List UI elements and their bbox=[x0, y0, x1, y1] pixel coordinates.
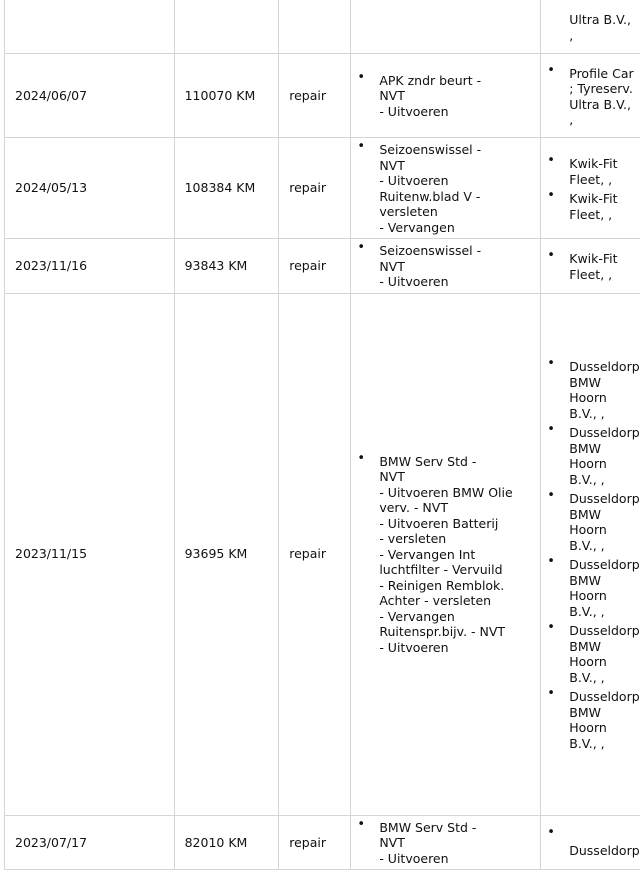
description-item-list bbox=[351, 239, 540, 293]
description-item-text: BMW Serv Std - NVT - Uitvoeren BMW Olie verv. - NVT - Uitvoeren Batterij - versleten - Vervangen Int luchtfilter - Vervuild - Reinigen Remblok. Achter - versleten - Vervangen Ruitenspr.bijv. - NVT - Uitvoeren bbox=[379, 454, 534, 656]
type-text: repair bbox=[279, 88, 350, 104]
bullet-icon: • bbox=[547, 63, 555, 79]
dealer-item bbox=[541, 356, 640, 422]
type-cell bbox=[279, 815, 351, 870]
dealer-cell bbox=[541, 293, 640, 815]
type-cell bbox=[279, 54, 351, 138]
history-row bbox=[5, 239, 640, 294]
dealer-item-text: Kwik-Fit Fleet, , bbox=[569, 251, 640, 282]
bullet-icon: • bbox=[547, 620, 555, 636]
description-item-list bbox=[351, 138, 540, 238]
mileage-cell bbox=[174, 239, 279, 294]
bullet-icon: • bbox=[547, 686, 555, 702]
type-text: repair bbox=[279, 258, 350, 274]
dealer-cell bbox=[541, 138, 640, 239]
date-text: 2023/07/17 bbox=[5, 835, 174, 851]
dealer-item bbox=[541, 248, 640, 283]
date-text: 2023/11/16 bbox=[5, 258, 174, 274]
dealer-item-text: Dusseldorp bbox=[569, 828, 640, 859]
history-row bbox=[5, 293, 640, 815]
history-row bbox=[5, 0, 640, 54]
dealer-item-text: Dusseldorp BMW Hoorn B.V., , bbox=[569, 689, 640, 751]
dealer-item-text: Ultra B.V., , bbox=[569, 12, 640, 43]
history-row bbox=[5, 138, 640, 239]
bullet-icon: • bbox=[357, 70, 365, 86]
dealer-item bbox=[541, 63, 640, 129]
dealer-item-text: Profile Car ; Tyreserv. Ultra B.V., , bbox=[569, 66, 640, 128]
description-item-list bbox=[351, 69, 540, 123]
mileage-text: 93695 KM bbox=[175, 546, 279, 562]
date-cell bbox=[5, 54, 175, 138]
bullet-icon: • bbox=[547, 356, 555, 372]
date-text: 2024/06/07 bbox=[5, 88, 174, 104]
description-item-text: APK zndr beurt - NVT - Uitvoeren bbox=[379, 73, 534, 120]
mileage-text: 110070 KM bbox=[175, 88, 279, 104]
history-row bbox=[5, 815, 640, 870]
description-cell bbox=[351, 815, 541, 870]
type-text: repair bbox=[279, 180, 350, 196]
description-item bbox=[351, 816, 540, 870]
dealer-item-text: Dusseldorp BMW Hoorn B.V., , bbox=[569, 359, 640, 421]
description-item-text: Seizoenswissel - NVT - Uitvoeren bbox=[379, 243, 534, 290]
description-item-text: Seizoenswissel - NVT - Uitvoeren Ruitenw.blad V - versleten - Vervangen bbox=[379, 142, 534, 235]
dealer-item bbox=[541, 620, 640, 686]
description-cell bbox=[351, 138, 541, 239]
description-cell bbox=[351, 293, 541, 815]
date-cell bbox=[5, 138, 175, 239]
description-item bbox=[351, 138, 540, 238]
dealer-item bbox=[541, 422, 640, 488]
dealer-cell bbox=[541, 0, 640, 54]
description-item-text: BMW Serv Std - NVT - Uitvoeren bbox=[379, 820, 534, 867]
date-cell bbox=[5, 239, 175, 294]
mileage-cell bbox=[174, 54, 279, 138]
dealer-cell bbox=[541, 815, 640, 870]
dealer-item-text: Kwik-Fit Fleet, , bbox=[569, 156, 640, 187]
dealer-item bbox=[541, 488, 640, 554]
dealer-item bbox=[541, 686, 640, 752]
description-item-list bbox=[351, 816, 540, 870]
dealer-item-list bbox=[541, 63, 640, 129]
bullet-icon: • bbox=[357, 240, 365, 256]
type-cell bbox=[279, 138, 351, 239]
mileage-cell bbox=[174, 293, 279, 815]
bullet-icon: • bbox=[357, 451, 365, 467]
bullet-icon: • bbox=[547, 554, 555, 570]
date-cell bbox=[5, 0, 175, 54]
dealer-item-list bbox=[541, 248, 640, 283]
description-cell bbox=[351, 54, 541, 138]
bullet-icon: • bbox=[547, 488, 555, 504]
date-cell bbox=[5, 815, 175, 870]
dealer-item-text: Dusseldorp BMW Hoorn B.V., , bbox=[569, 623, 640, 685]
type-cell bbox=[279, 293, 351, 815]
dealer-item-list bbox=[541, 8, 640, 44]
bullet-icon: • bbox=[547, 248, 555, 264]
date-text: 2024/05/13 bbox=[5, 180, 174, 196]
description-item bbox=[351, 450, 540, 659]
dealer-item bbox=[541, 153, 640, 188]
dealer-item-text: Dusseldorp BMW Hoorn B.V., , bbox=[569, 557, 640, 619]
mileage-cell bbox=[174, 815, 279, 870]
dealer-item-text: Kwik-Fit Fleet, , bbox=[569, 191, 640, 222]
description-item bbox=[351, 69, 540, 123]
date-text: 2023/11/15 bbox=[5, 546, 174, 562]
dealer-item bbox=[541, 8, 640, 44]
bullet-icon: • bbox=[357, 817, 365, 833]
dealer-item-list bbox=[541, 153, 640, 223]
mileage-text: 82010 KM bbox=[175, 835, 279, 851]
type-cell bbox=[279, 239, 351, 294]
bullet-icon: • bbox=[547, 153, 555, 169]
description-item-list bbox=[351, 450, 540, 659]
type-text: repair bbox=[279, 546, 350, 562]
mileage-text: 93843 KM bbox=[175, 258, 279, 274]
description-cell bbox=[351, 239, 541, 294]
history-row bbox=[5, 54, 640, 138]
dealer-item bbox=[541, 554, 640, 620]
dealer-item bbox=[541, 825, 640, 860]
maintenance-history-table bbox=[4, 0, 640, 870]
dealer-item bbox=[541, 188, 640, 223]
dealer-item-list bbox=[541, 825, 640, 860]
date-cell bbox=[5, 293, 175, 815]
dealer-item-list bbox=[541, 356, 640, 752]
bullet-icon: • bbox=[547, 825, 555, 841]
type-text: repair bbox=[279, 835, 350, 851]
dealer-cell bbox=[541, 54, 640, 138]
description-cell bbox=[351, 0, 541, 54]
description-item bbox=[351, 239, 540, 293]
type-cell bbox=[279, 0, 351, 54]
bullet-icon: • bbox=[547, 422, 555, 438]
mileage-cell bbox=[174, 138, 279, 239]
dealer-item-text: Dusseldorp BMW Hoorn B.V., , bbox=[569, 425, 640, 487]
dealer-cell bbox=[541, 239, 640, 294]
mileage-text: 108384 KM bbox=[175, 180, 279, 196]
bullet-icon: • bbox=[547, 188, 555, 204]
bullet-icon: • bbox=[357, 139, 365, 155]
mileage-cell bbox=[174, 0, 279, 54]
dealer-item-text: Dusseldorp BMW Hoorn B.V., , bbox=[569, 491, 640, 553]
maintenance-history-body bbox=[5, 0, 640, 870]
